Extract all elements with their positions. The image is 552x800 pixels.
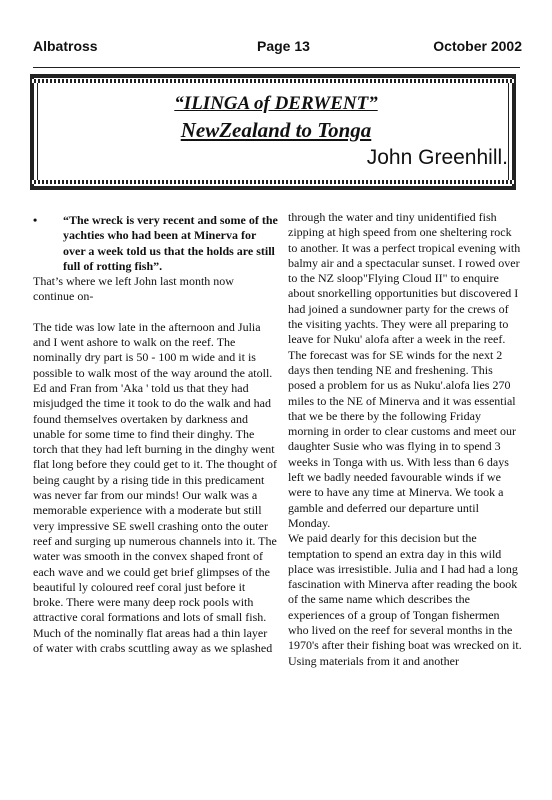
right-paragraph-2: We paid dearly for this decision but the temptation to spend an extra day in this wild place was irresistible. Julia and I had had a long fascination with Minerva after reading the book of the same name which describes the experiences of a group of Tongan fishermen who lived on the reef for several months in the 1970's after their fishing boat was wrecked on it. Using materials from it and another	[288, 531, 522, 668]
quote-bullet-item	[33, 213, 278, 274]
title-box-top-border	[30, 79, 516, 83]
body-paragraph: The tide was low late in the afternoon and Julia and I went ashore to walk on the reef. The nominally dry part is 50 - 100 m wide and it is possible to walk most of the way around the atoll. Ed and Fran from 'Aka ' told us that they had misjudged the time it took to do the walk and had found themselves overtaken by darkness and unable for some time to find their dinghy. The torch that they had left burning in the dinghy went flat long before they could get to it. The thought of being caught by a rising tide in this predicament was never far from our minds! Our walk was a memorable experience with a moderate but still very impressive SE swell crashing onto the outer reef and surging up numerous channels into it. The water was smooth in the convex shaped front of each wave and we could get brief glimpses of the beautiful ly coloured reef coral just before it broke. There were many deep rock pools with attractive coral formations and lots of small fish. Much of the nominally flat areas had a thin layer of water with crabs scuttling away as we splashed	[33, 319, 278, 656]
publication-name: Albatross	[33, 38, 98, 54]
article-author: John Greenhill.	[366, 146, 508, 169]
page-header	[33, 38, 522, 58]
bullet-icon: •	[33, 213, 38, 227]
header-rule	[33, 67, 520, 68]
right-column	[288, 210, 523, 669]
intro-paragraph: That’s where we left John last month now continue on-	[33, 274, 234, 304]
article-route-title: NewZealand to Tonga	[180, 118, 372, 142]
pull-quote: “The wreck is very recent and some of the yachties who had been at Minerva for over a week told us that the holds are still full of rotting fish”.	[63, 213, 278, 273]
right-paragraph-1: through the water and tiny unidentified fish zipping at high speed from one sheltering rock to another. It was a perfect tropical evening with balmy air and a spectacular sunset. I rowed over to the NZ sloop"Flying Cloud II" to enquire about snorkelling opportunities but discovered I had joined a sundowner party for the crews of the visiting yachts. They were all preparing to leave for Nuku' alofa after a week in the reef. The forecast was for SE winds for the next 2 days then tending NE and freshening. This posed a problem for us as Nuku'.alofa lies 270 miles to the NE of Minerva and it was essential that we be there by the following Friday morning in order to clear customs and meet our daughter Susie who was flying in to spend 3 weeks in Tonga with us. With less than 6 days left we badly needed favourable winds if we were to have any time at Minerva. We took a gamble and deferred our departure until Monday.	[288, 210, 521, 530]
left-column	[33, 213, 278, 656]
article-boat-title: “ILINGA of DERWENT”	[174, 93, 378, 114]
page-number: Page 13	[257, 38, 310, 54]
title-box-bottom-border	[30, 180, 516, 184]
issue-date: October 2002	[433, 38, 522, 54]
